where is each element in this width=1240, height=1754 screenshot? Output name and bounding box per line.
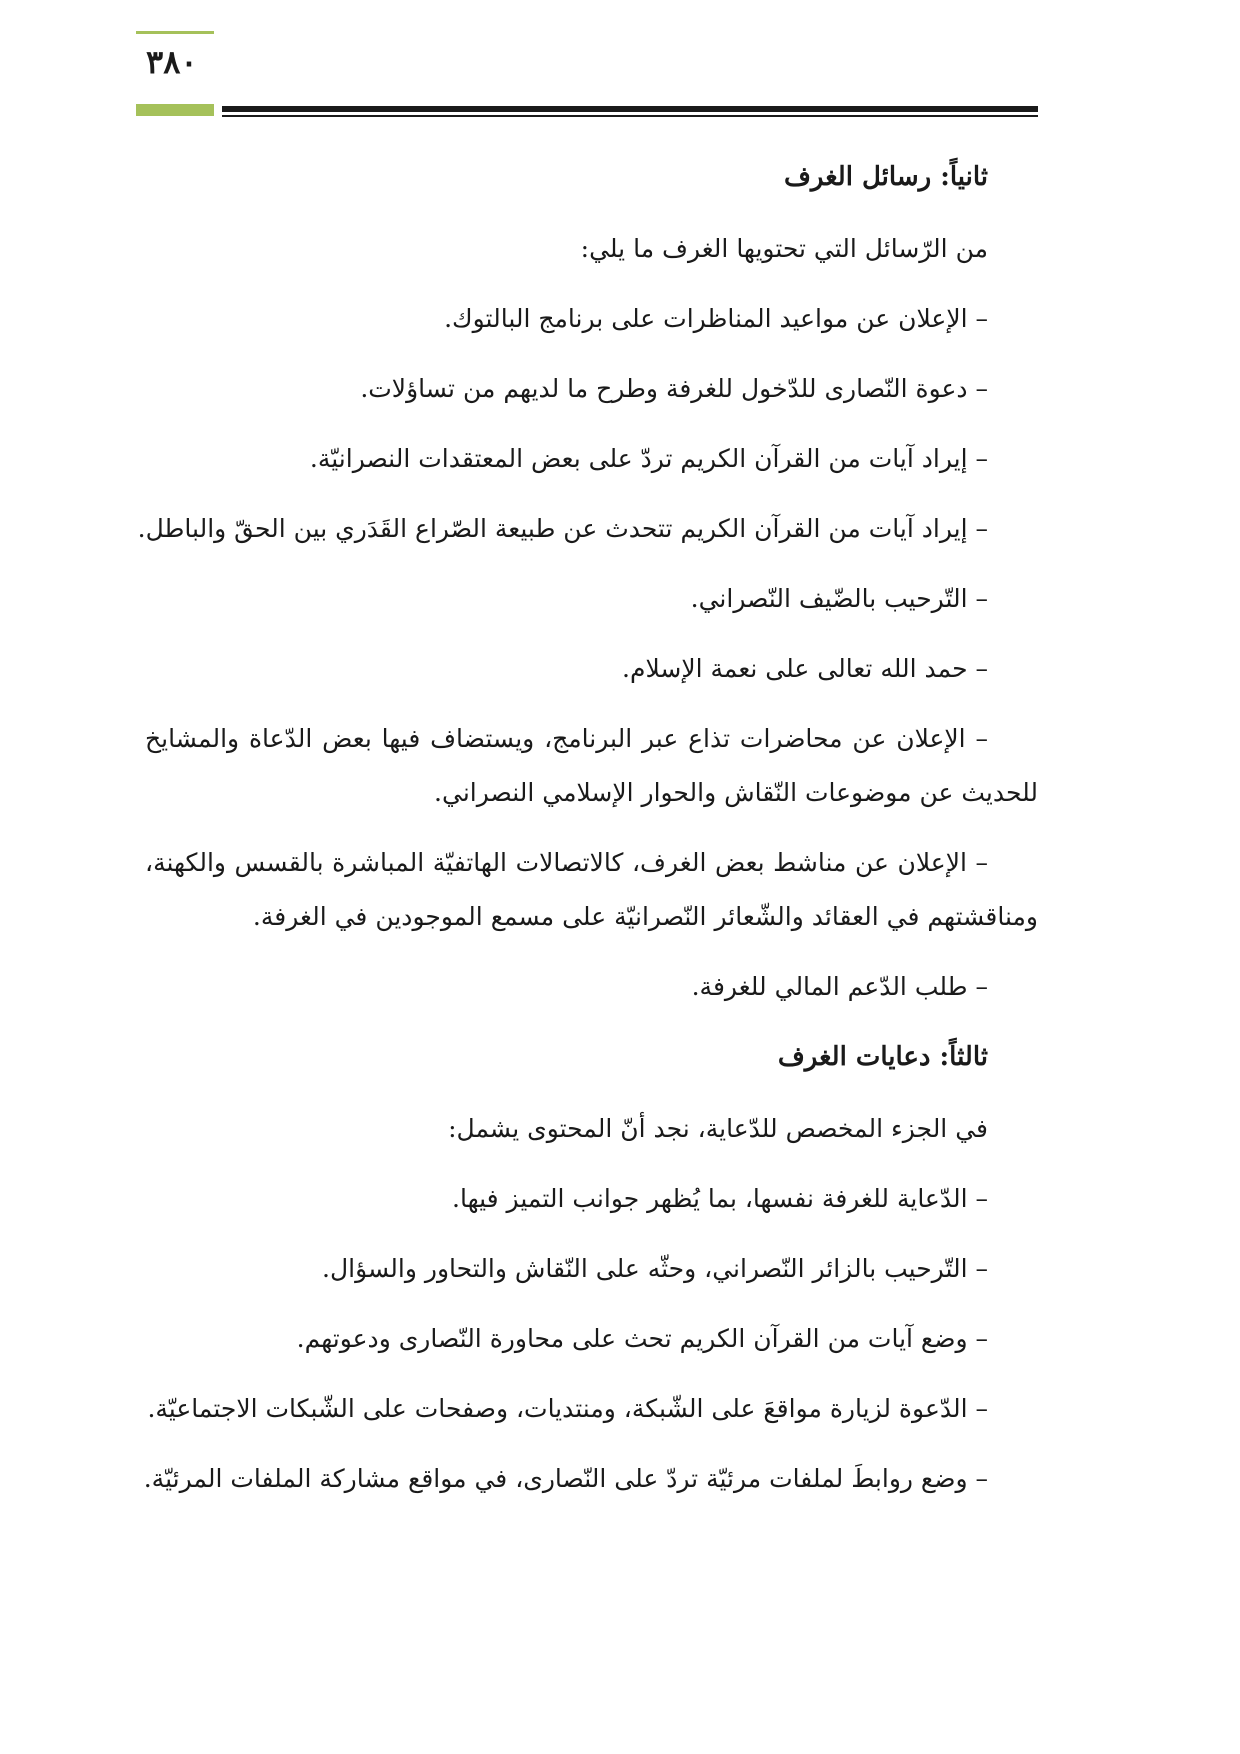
list-item: – حمد الله تعالى على نعمة الإسلام.: [622, 654, 988, 683]
section-intro: في الجزء المخصص للدّعاية، نجد أنّ المحتوى يشمل:: [448, 1114, 988, 1143]
page-body: [137, 150, 1038, 1522]
list-item: – الدّعوة لزيارة مواقعَ على الشّبكة، ومنتديات، وصفحات على الشّبكات الاجتماعيّة.: [147, 1394, 988, 1423]
list-item: – التّرحيب بالزائر النّصراني، وحثّه على النّقاش والتحاور والسؤال.: [322, 1254, 988, 1283]
list-item: – الدّعاية للغرفة نفسها، بما يُظهر جوانب التميز فيها.: [452, 1184, 988, 1213]
list-item: – إيراد آيات من القرآن الكريم تردّ على بعض المعتقدات النصرانيّة.: [309, 444, 988, 473]
header-rule-thick: [222, 106, 1038, 112]
list-item: – دعوة النّصارى للدّخول للغرفة وطرح ما لديهم من تساؤلات.: [360, 374, 988, 403]
list-item: – إيراد آيات من القرآن الكريم تتحدث عن طبيعة الصّراع القَدَري بين الحقّ والباطل.: [137, 514, 988, 543]
page-header: [0, 0, 1240, 130]
list-item: – الإعلان عن مواعيد المناظرات على برنامج البالتوك.: [444, 304, 988, 333]
list-item: – وضع آيات من القرآن الكريم تحث على محاورة النّصارى ودعوتهم.: [296, 1324, 988, 1353]
section-heading: ثانياً: رسائل الغرف: [783, 162, 988, 192]
header-accent-line: [136, 31, 214, 34]
list-item: – الإعلان عن مناشط بعض الغرف، كالاتصالات الهاتفيّة المباشرة بالقسس والكهنة، ومناقشتهم في العقائد والشّعائر النّصرانيّة على مسمع الموجودين في الغرفة.: [145, 848, 1038, 931]
section-heading: ثالثاً: دعايات الغرف: [777, 1042, 988, 1072]
list-item: – الإعلان عن محاضرات تذاع عبر البرنامج، ويستضاف فيها بعض الدّعاة والمشايخ للحديث عن موضوعات النّقاش والحوار الإسلامي النصراني.: [145, 724, 1038, 807]
list-item: – التّرحيب بالضّيف النّصراني.: [690, 584, 988, 613]
section-intro: من الرّسائل التي تحتويها الغرف ما يلي:: [580, 234, 988, 263]
header-rule-thin: [222, 115, 1038, 117]
page-number: ٣٨٠: [146, 43, 198, 81]
list-item: – طلب الدّعم المالي للغرفة.: [691, 972, 988, 1001]
header-accent-bar: [136, 104, 214, 116]
list-item: – وضع روابطَ لملفات مرئيّة تردّ على النّصارى، في مواقع مشاركة الملفات المرئيّة.: [143, 1464, 988, 1493]
